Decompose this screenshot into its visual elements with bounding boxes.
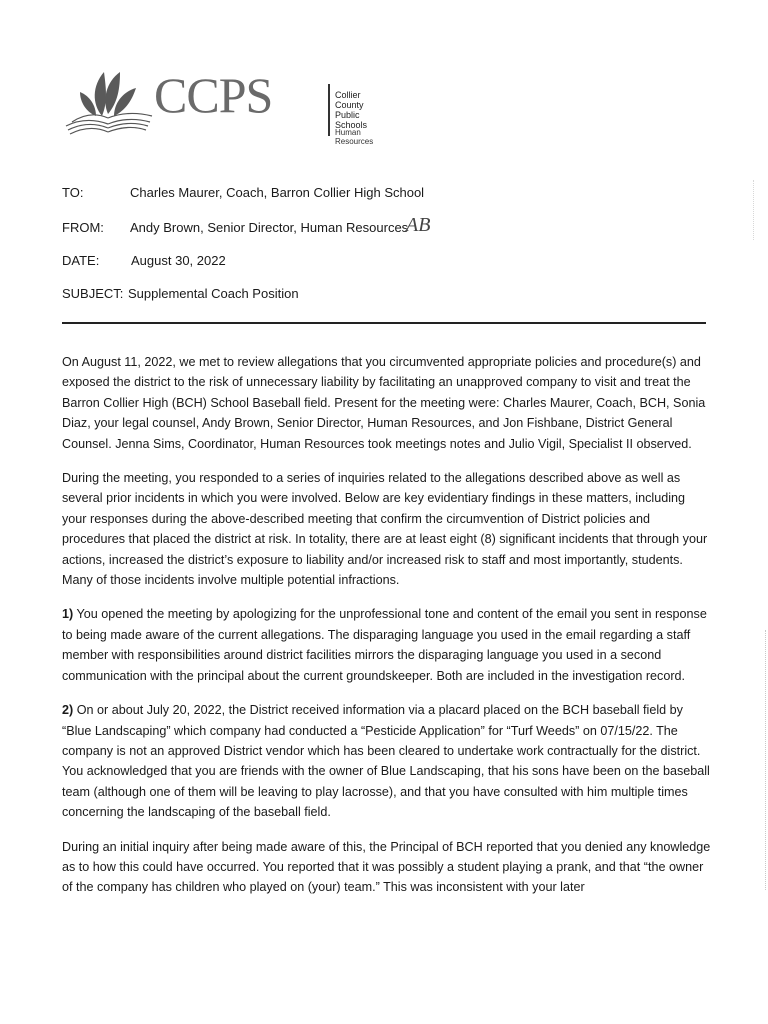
letterhead (62, 62, 382, 146)
date-label: DATE: (62, 253, 100, 268)
item-number: 1) (62, 607, 74, 622)
date-value: August 30, 2022 (131, 253, 226, 268)
handwritten-initials: AB (406, 214, 431, 236)
org-name-line2: Public Schools (335, 110, 368, 130)
subject-value: Supplemental Coach Position (128, 286, 299, 301)
item-number: 2) (62, 703, 74, 718)
item-text: On or about July 20, 2022, the District received information via a placard placed on the BCH baseball field by “Blue Landscaping” which company had conducted a “Pesticide Application” for “Turf Weeds” on 07/15/22. The company is not an approved District vendor which has been cleared to undertake work contractually for the district. You acknowledged that you are friends with the owner of Blue Landscaping, that his sons have been on the baseball team (although one of them will be leaving to play lacrosse), and that you have consulted with him multiple times concerning the landscaping of the baseball field. (62, 703, 710, 820)
memo-body (62, 352, 712, 912)
open-book-leaves-icon (62, 66, 157, 138)
body-paragraph-item-2 (62, 700, 712, 822)
scan-edge-mark (764, 630, 766, 890)
organization-name (335, 90, 382, 130)
org-name-line1: Collier County (335, 90, 364, 110)
body-paragraph: During an initial inquiry after being made aware of this, the Principal of BCH reported that you denied any knowledge as to how this could have occurred. You reported that it was possibly a student playing a prank, and that “the owner of the company has children who played on (your) team.” This was inconsistent with your later (62, 839, 711, 895)
from-label: FROM: (62, 220, 104, 235)
item-text: You opened the meeting by apologizing for the unprofessional tone and content of the email you sent in response to being made aware of the current allegations. The disparaging language you used in the email regarding a staff member with responsibilities around district facilities mirrors the disparaging language you used in a second communication with the principal about the current groundskeeper. Both are included in the investigation record. (62, 607, 707, 683)
to-value: Charles Maurer, Coach, Barron Collier High School (130, 185, 425, 200)
header-rule (62, 322, 706, 324)
body-paragraph: On August 11, 2022, we met to review allegations that you circumvented appropriate policies and procedure(s) and exposed the district to the risk of unnecessary liability by facilitating an unapproved company to visit and treat the Barron Collier High (BCH) School Baseball field. Present for the meeting were: Charles Maurer, Coach, BCH, Sonia Diaz, your legal counsel, Andy Brown, Senior Director, Human Resources, and Jon Fishbane, District General Counsel. Jenna Sims, Coordinator, Human Resources took meetings notes and Julio Vigil, Specialist II observed. (62, 355, 706, 451)
letterhead-divider (328, 84, 330, 136)
logo-wordmark: CCPS (154, 67, 273, 123)
body-paragraph-item-1 (62, 604, 712, 686)
to-label: TO: (62, 185, 84, 200)
from-value: Andy Brown, Senior Director, Human Resources (130, 220, 409, 235)
subject-label: SUBJECT: (62, 286, 124, 301)
body-paragraph: During the meeting, you responded to a series of inquiries related to the allegations described above as well as several prior incidents in which you were involved. Below are key evidentiary findings in these matters, including your responses during the above-described meeting that confirm the circumvention of District policies and procedures that placed the district at risk. In totality, there are at least eight (8) significant incidents that through your actions, increased the district’s exposure to liability and/or increased risk to staff and most importantly, students. Many of those incidents involve multiple potential infractions. (62, 471, 708, 588)
organization-department: Human Resources (335, 128, 374, 146)
scan-edge-mark (752, 180, 754, 240)
